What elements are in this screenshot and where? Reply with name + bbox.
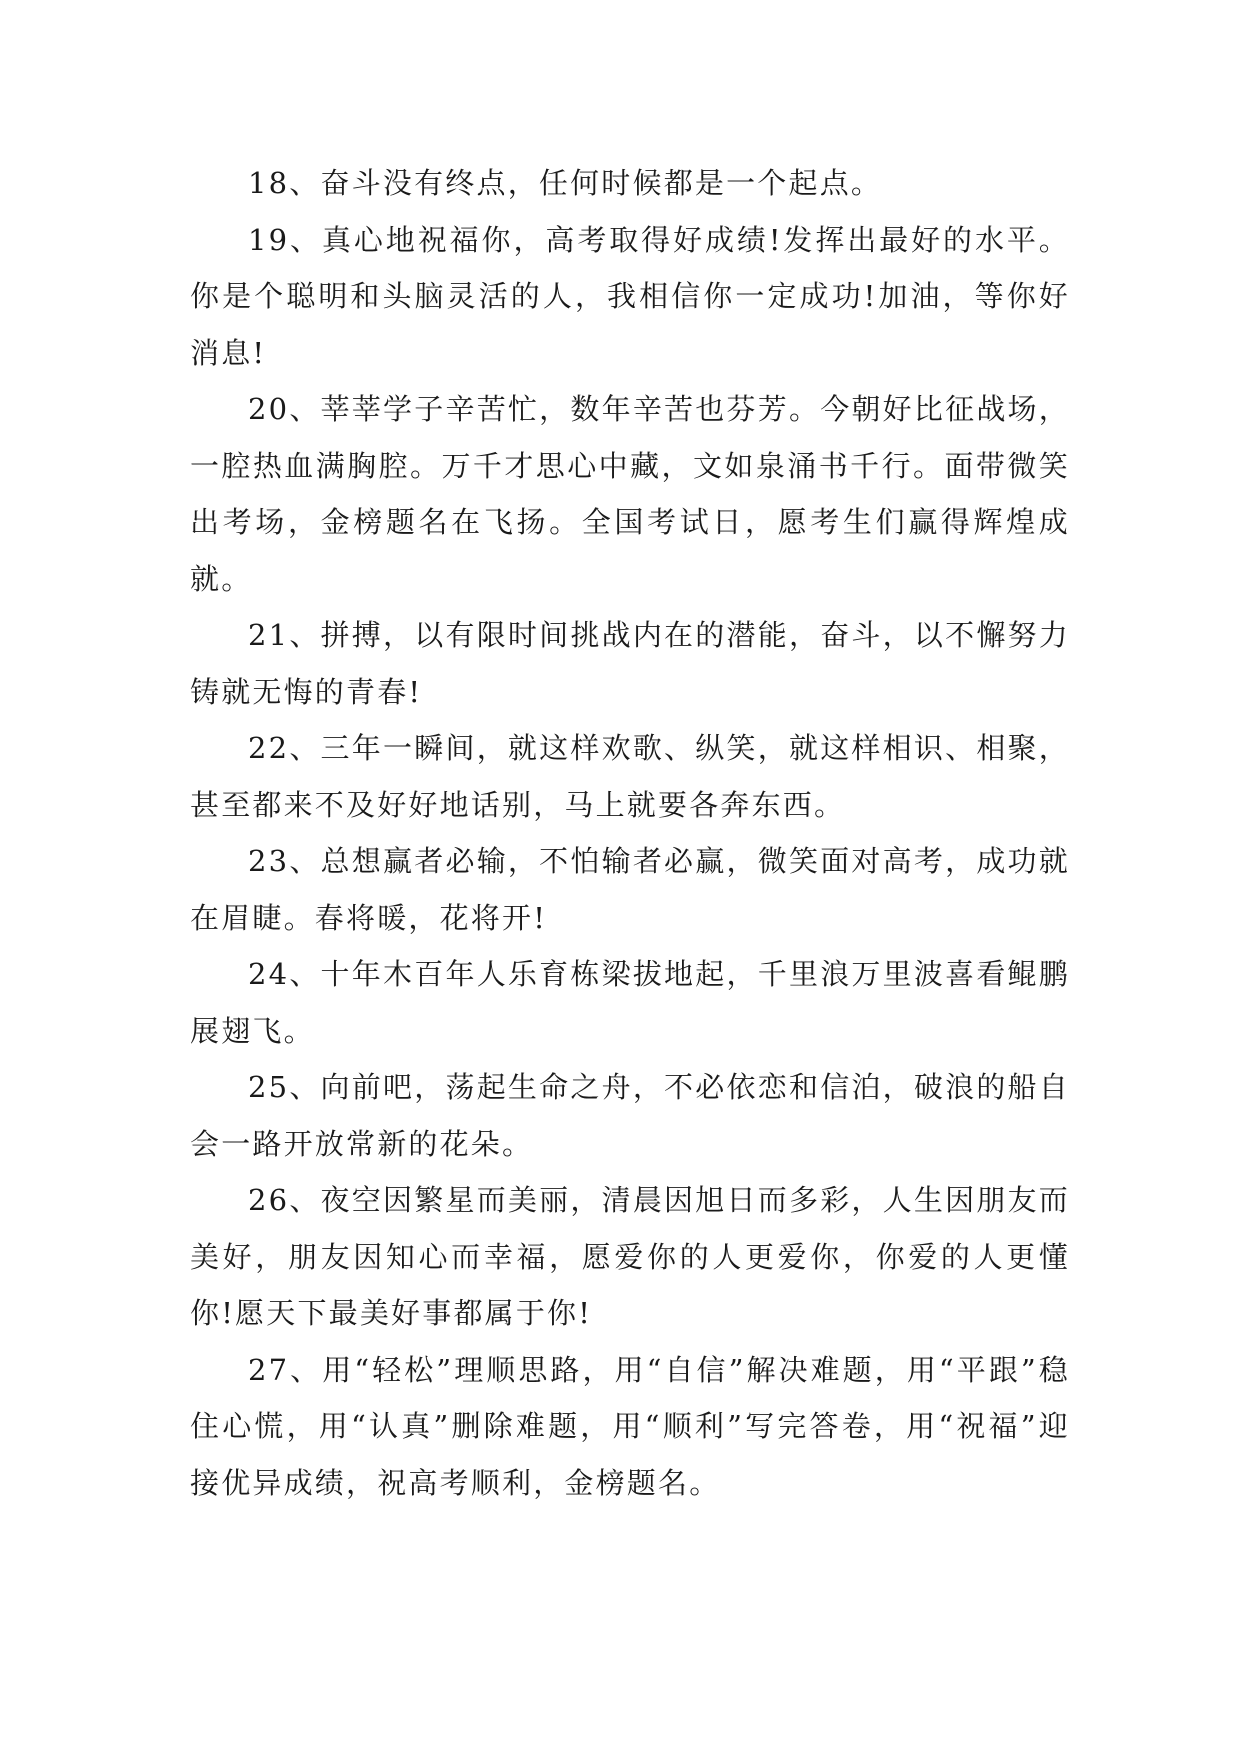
paragraph-21: 21、拼搏，以有限时间挑战内在的潜能，奋斗，以不懈努力铸就无悔的青春! <box>190 618 1070 709</box>
paragraph-22: 22、三年一瞬间，就这样欢歌、纵笑，就这样相识、相聚，甚至都来不及好好地话别，马上就要各奔东西。 <box>190 731 1070 822</box>
paragraph-24: 24、十年木百年人乐育栋梁拔地起，千里浪万里波喜看鲲鹏展翅飞。 <box>190 957 1070 1048</box>
paragraph-18: 18、奋斗没有终点，任何时候都是一个起点。 <box>248 166 883 200</box>
paragraph-26: 26、夜空因繁星而美丽，清晨因旭日而多彩，人生因朋友而美好，朋友因知心而幸福，愿爱你的人更爱你，你爱的人更懂你!愿天下最美好事都属于你! <box>190 1183 1070 1330</box>
paragraph-25: 25、向前吧，荡起生命之舟，不必依恋和信泊，破浪的船自会一路开放常新的花朵。 <box>190 1070 1070 1161</box>
paragraph-19: 19、真心地祝福你，高考取得好成绩!发挥出最好的水平。你是个聪明和头脑灵活的人，我相信你一定成功!加油，等你好消息! <box>190 222 1070 370</box>
paragraph-27: 27、用“轻松”理顺思路，用“自信”解决难题，用“平跟”稳住心慌，用“认真”删除难题，用“顺利”写完答卷，用“祝福”迎接优异成绩，祝高考顺利，金榜题名。 <box>190 1352 1070 1500</box>
paragraph-20: 20、莘莘学子辛苦忙，数年辛苦也芬芳。今朝好比征战场，一腔热血满胸腔。万千才思心中藏，文如泉涌书千行。面带微笑出考场，金榜题名在飞扬。全国考试日，愿考生们赢得辉煌成就。 <box>190 392 1070 596</box>
document-body <box>190 155 1070 1511</box>
paragraph-23: 23、总想赢者必输，不怕输者必赢，微笑面对高考，成功就在眉睫。春将暖，花将开! <box>190 844 1070 935</box>
